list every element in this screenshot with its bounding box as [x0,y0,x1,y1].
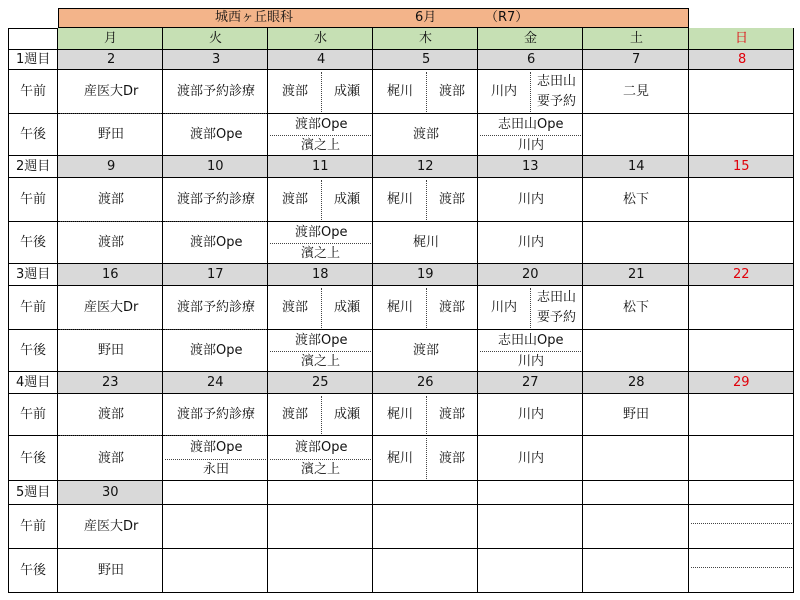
doctor-name: 成瀬 [334,192,361,207]
doctor-name: 野田 [623,407,650,422]
am-slot [689,286,794,330]
doctor-name: 志田山Ope [498,117,564,132]
date-number: 27 [522,375,539,390]
slot-divider-horizontal [165,459,266,460]
doctor-name: 成瀬 [334,300,361,315]
am-label: 午前 [20,192,47,207]
date-number: 18 [312,267,329,282]
week-label: 4週目 [16,375,51,390]
am-slot [268,505,373,549]
date-number: 14 [628,159,645,174]
week-label: 1週目 [16,52,51,67]
doctor-name: 渡部Ope [190,235,243,250]
doctor-name: 梶川 [387,300,414,315]
date-number: 30 [102,485,119,500]
am-slot [478,505,583,549]
doctor-name: 渡部 [439,407,466,422]
date-number: 4 [317,52,326,67]
doctor-name: 松下 [623,192,650,207]
slot-divider-horizontal [480,135,581,136]
date-cell [163,481,268,505]
slot-divider-vertical [321,72,322,112]
am-slot [689,394,794,436]
day-header-label: 日 [735,31,749,46]
date-number: 9 [107,159,116,174]
day-header-label: 火 [209,31,223,46]
date-cell [268,481,373,505]
doctor-name: 志田山Ope [498,333,564,348]
date-number: 24 [207,375,224,390]
doctor-name: 渡部予約診療 [177,300,256,315]
pm-slot [478,549,583,593]
slot-guide [691,523,792,524]
day-header-label: 水 [314,31,328,46]
doctor-name: 産医大Dr [84,84,139,99]
slot-divider-vertical [321,180,322,220]
pm-slot [268,549,373,593]
doctor-name: 渡部 [439,300,466,315]
pm-label: 午後 [20,451,47,466]
pm-slot [583,436,689,481]
pm-slot [689,114,794,156]
date-number: 2 [107,52,116,67]
doctor-name: 松下 [623,300,650,315]
doctor-name: 永田 [203,462,230,477]
slot-divider-horizontal [480,351,581,352]
slot-guide [691,567,792,568]
doctor-name: 川内 [518,407,545,422]
doctor-name: 川内 [491,84,518,99]
slot-divider-vertical [321,288,322,328]
doctor-name: 濱之上 [301,138,341,153]
date-number: 22 [733,267,750,282]
date-number: 5 [422,52,431,67]
date-number: 13 [522,159,539,174]
doctor-name: 二見 [623,84,650,99]
slot-divider-vertical [426,438,427,479]
month-label: 6月 [415,10,437,25]
slot-divider-horizontal [270,135,371,136]
am-label: 午前 [20,84,47,99]
slot-divider-vertical [426,72,427,112]
doctor-name: 渡部 [439,84,466,99]
clinic-name: 城西ヶ丘眼科 [215,10,294,25]
doctor-name: 渡部予約診療 [177,192,256,207]
pm-label: 午後 [20,235,47,250]
doctor-name: 渡部 [282,300,309,315]
pm-slot [689,549,794,593]
doctor-name: 渡部 [282,192,309,207]
doctor-name: 川内 [518,451,545,466]
doctor-name: 梶川 [387,84,414,99]
week-label: 3週目 [16,267,51,282]
pm-slot [373,549,478,593]
doctor-name: 濱之上 [301,354,341,369]
date-number: 6 [527,52,536,67]
date-cell [689,481,794,505]
reservation-note: 要予約 [537,310,577,325]
date-number: 10 [207,159,224,174]
doctor-name: 渡部 [282,407,309,422]
slot-divider-horizontal [270,351,371,352]
slot-divider-horizontal [270,459,371,460]
doctor-name: 梶川 [387,192,414,207]
week-label: 5週目 [16,485,51,500]
doctor-name: 渡部Ope [295,117,348,132]
doctor-name: 渡部Ope [190,440,243,455]
doctor-name: 渡部 [282,84,309,99]
date-number: 17 [207,267,224,282]
slot-divider-vertical [530,72,531,112]
am-slot [689,505,794,549]
doctor-name: 渡部 [98,407,125,422]
doctor-name: 渡部 [439,451,466,466]
title-bar [58,8,689,28]
doctor-name: 川内 [491,300,518,315]
date-number: 12 [417,159,434,174]
doctor-name: 渡部 [98,235,125,250]
am-label: 午前 [20,407,47,422]
pm-slot [583,114,689,156]
date-number: 21 [628,267,645,282]
doctor-name: 渡部 [98,192,125,207]
doctor-name: 川内 [518,354,545,369]
doctor-name: 産医大Dr [84,519,139,534]
day-header-corner [8,28,58,50]
pm-slot [689,222,794,264]
doctor-name: 渡部 [413,343,440,358]
am-slot [583,505,689,549]
doctor-name: 渡部予約診療 [177,84,256,99]
slot-divider-vertical [426,396,427,434]
am-slot [689,178,794,222]
date-number: 11 [312,159,329,174]
doctor-name: 野田 [98,127,125,142]
am-slot [373,505,478,549]
doctor-name: 野田 [98,343,125,358]
date-number: 25 [312,375,329,390]
slot-divider-horizontal [270,243,371,244]
doctor-name: 渡部 [439,192,466,207]
doctor-name: 志田山 [537,290,577,305]
pm-slot [583,330,689,372]
date-number: 3 [212,52,221,67]
pm-label: 午後 [20,563,47,578]
era-label: （R7） [485,10,529,25]
pm-slot [583,549,689,593]
doctor-name: 成瀬 [334,84,361,99]
day-header-label: 金 [524,31,538,46]
pm-slot [163,549,268,593]
am-slot [163,505,268,549]
pm-label: 午後 [20,127,47,142]
date-number: 8 [738,52,747,67]
day-header-label: 木 [419,31,433,46]
date-number: 20 [522,267,539,282]
pm-slot [689,330,794,372]
doctor-name: 梶川 [387,407,414,422]
doctor-name: 渡部Ope [295,440,348,455]
doctor-name: 産医大Dr [84,300,139,315]
doctor-name: 渡部Ope [295,225,348,240]
am-label: 午前 [20,300,47,315]
doctor-name: 川内 [518,192,545,207]
doctor-name: 志田山 [537,74,577,89]
doctor-name: 渡部 [98,451,125,466]
slot-divider-vertical [426,180,427,220]
date-number: 28 [628,375,645,390]
date-number: 7 [632,52,641,67]
doctor-name: 渡部予約診療 [177,407,256,422]
doctor-name: 濱之上 [301,462,341,477]
doctor-name: 成瀬 [334,407,361,422]
date-number: 26 [417,375,434,390]
pm-slot [583,222,689,264]
date-number: 19 [417,267,434,282]
day-header-label: 月 [104,31,118,46]
doctor-name: 渡部 [413,127,440,142]
week-label: 2週目 [16,159,51,174]
date-number: 23 [102,375,119,390]
day-header-label: 土 [630,31,644,46]
am-label: 午前 [20,519,47,534]
doctor-name: 川内 [518,138,545,153]
date-cell [583,481,689,505]
doctor-name: 梶川 [413,235,440,250]
am-slot [689,70,794,114]
doctor-name: 渡部Ope [190,343,243,358]
pm-slot [689,436,794,481]
doctor-name: 渡部Ope [295,333,348,348]
pm-label: 午後 [20,343,47,358]
doctor-name: 渡部Ope [190,127,243,142]
date-number: 29 [733,375,750,390]
reservation-note: 要予約 [537,94,577,109]
doctor-name: 梶川 [387,451,414,466]
slot-divider-vertical [321,396,322,434]
doctor-name: 野田 [98,563,125,578]
slot-divider-vertical [426,288,427,328]
doctor-name: 濱之上 [301,246,341,261]
doctor-name: 川内 [518,235,545,250]
date-cell [373,481,478,505]
date-cell [478,481,583,505]
date-number: 15 [733,159,750,174]
date-number: 16 [102,267,119,282]
slot-divider-vertical [530,288,531,328]
